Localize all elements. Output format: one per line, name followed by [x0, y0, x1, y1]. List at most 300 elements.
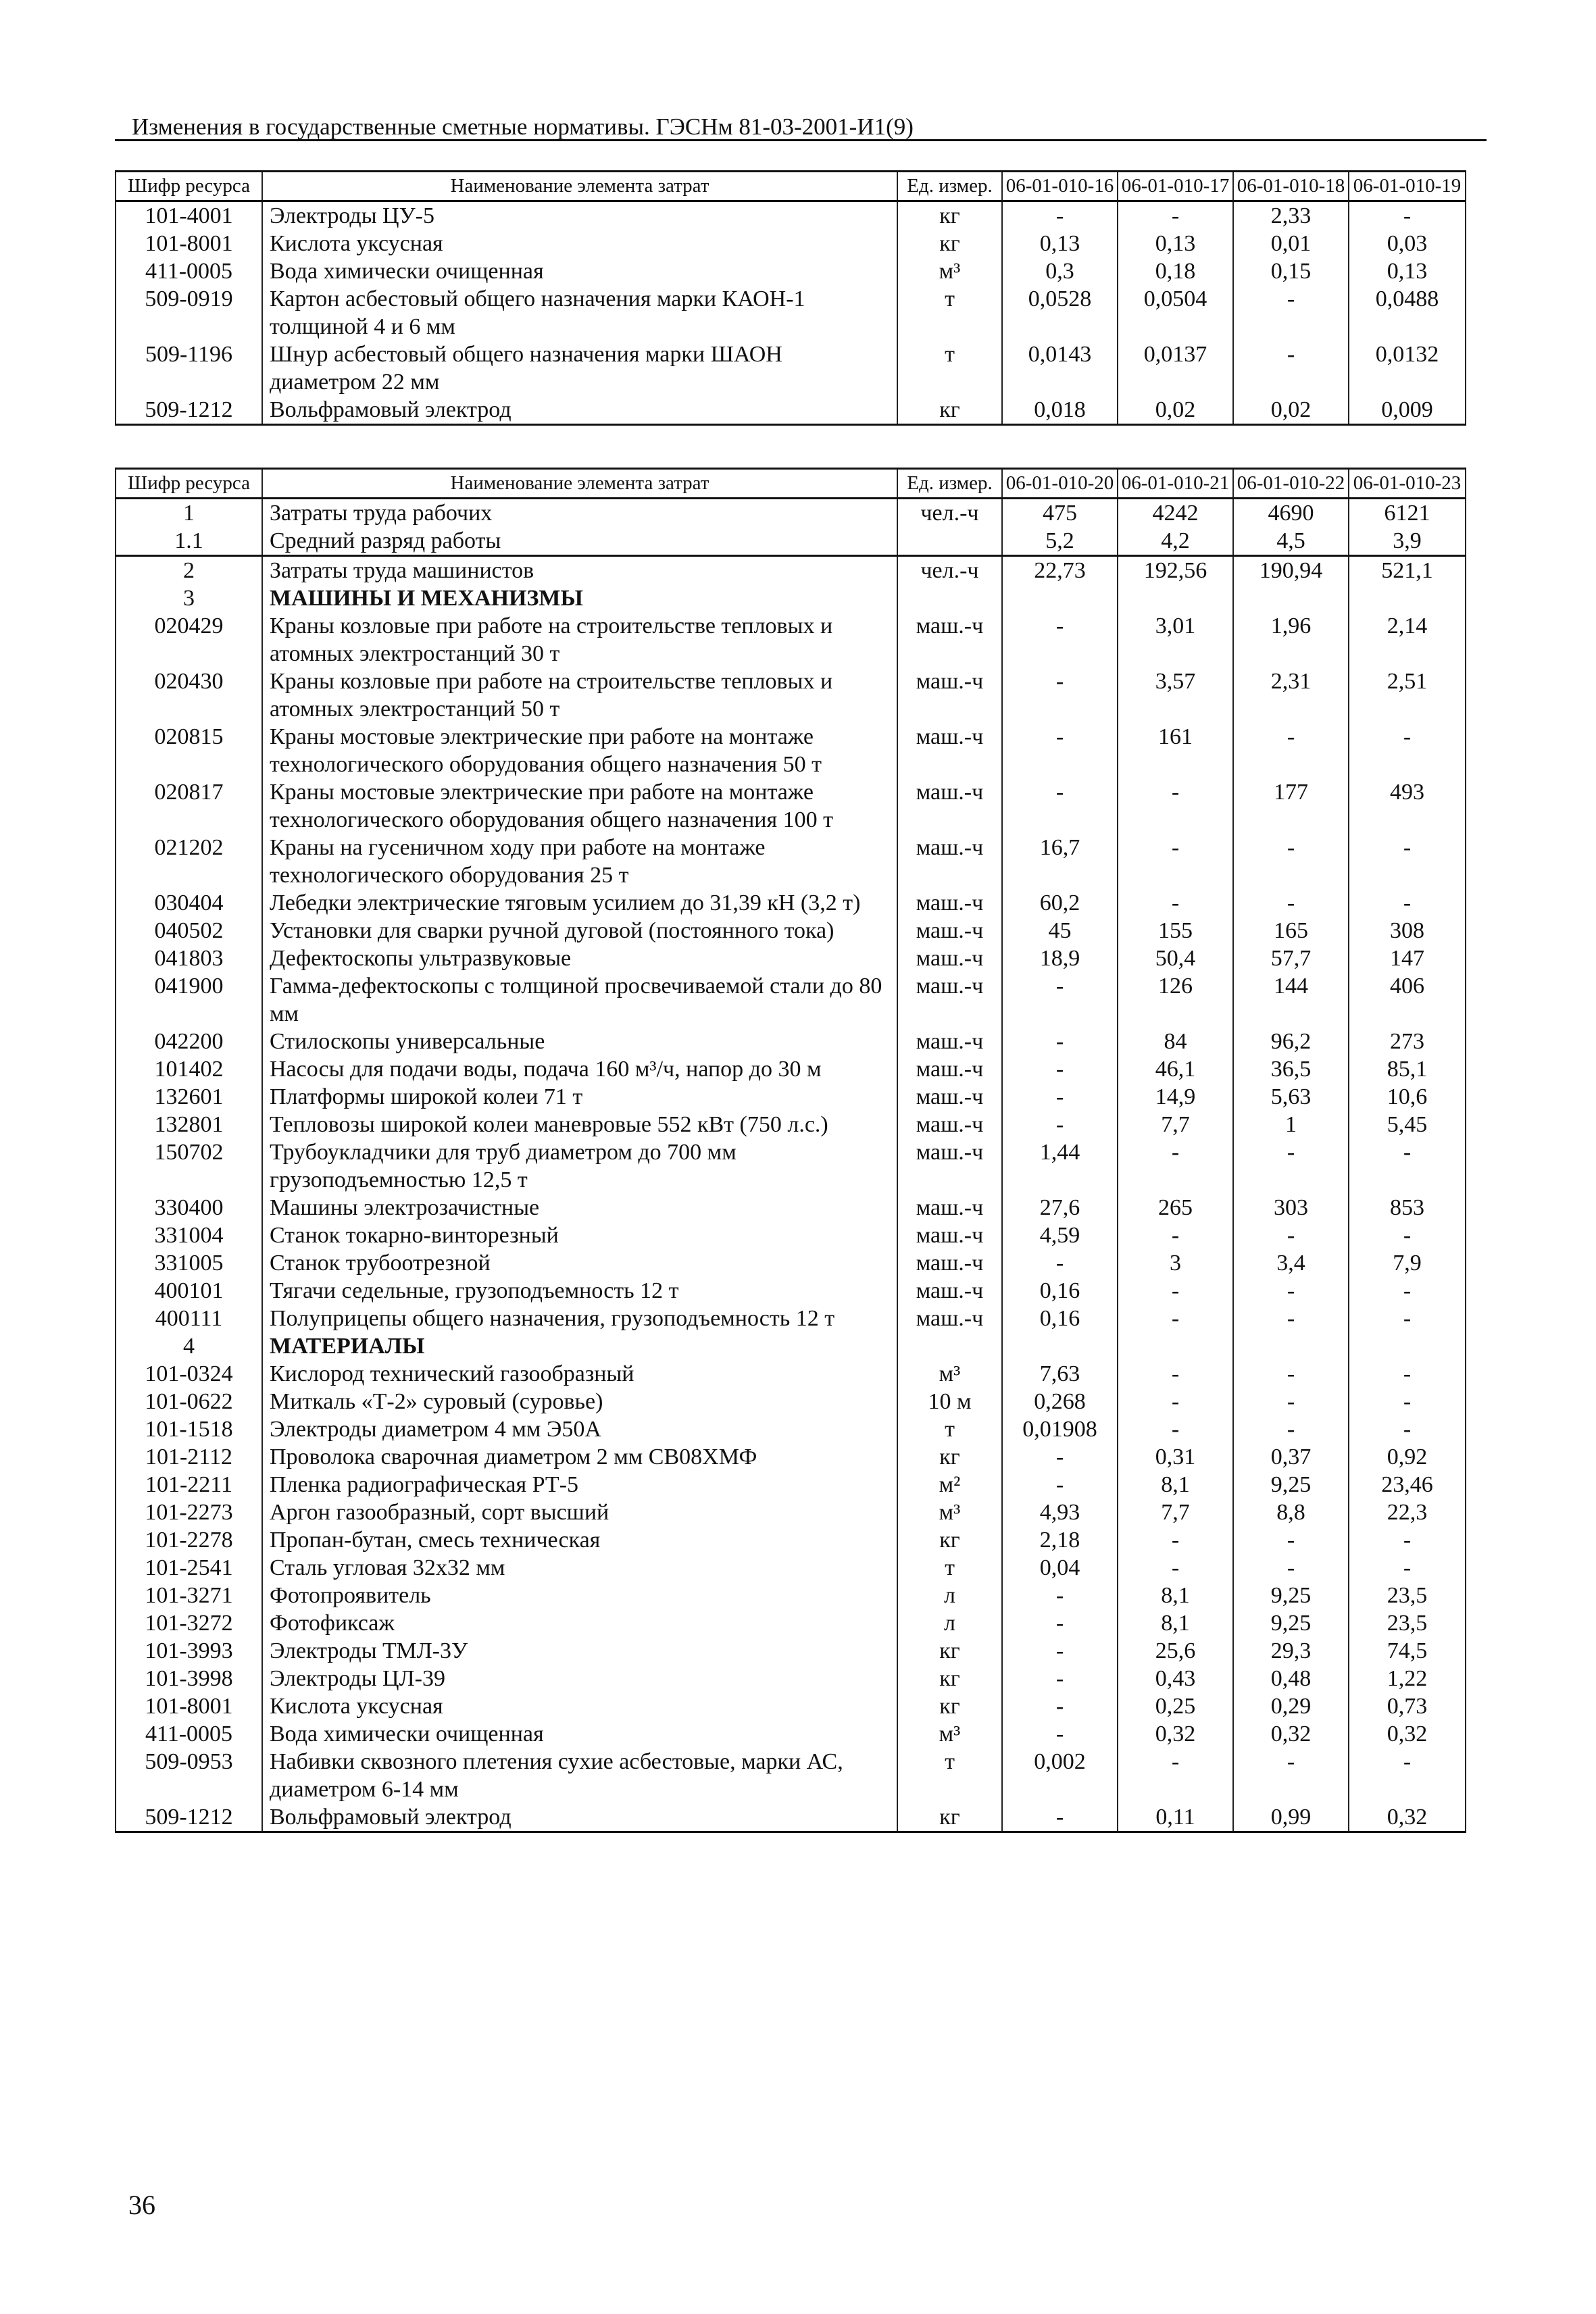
element-name: Картон асбестовый общего назначения марки КАОН-1 толщиной 4 и 6 мм: [262, 285, 897, 341]
element-name: Насосы для подачи воды, подача 160 м³/ч, напор до 30 м: [262, 1055, 897, 1083]
norm-value: -: [1118, 1388, 1233, 1415]
table-row: [116, 556, 1466, 585]
norm-value: 1,96: [1233, 612, 1349, 668]
table-row: [116, 1554, 1466, 1582]
norm-value: 0,48: [1233, 1665, 1349, 1692]
element-name: Набивки сквозного плетения сухие асбестовые, марки АС, диаметром 6-14 мм: [262, 1748, 897, 1803]
table-row: [116, 1332, 1466, 1360]
norm-value: 1,22: [1349, 1665, 1466, 1692]
norm-value: 0,03: [1349, 230, 1466, 257]
norm-value: 475: [1002, 499, 1118, 528]
element-name: Пропан-бутан, смесь техническая: [262, 1526, 897, 1554]
unit-of-measure: л: [897, 1582, 1002, 1609]
element-name: Краны козловые при работе на строительстве тепловых и атомных электростанций 30 т: [262, 612, 897, 668]
unit-of-measure: маш.-ч: [897, 723, 1002, 778]
unit-of-measure: маш.-ч: [897, 889, 1002, 917]
norm-value: -: [1233, 1554, 1349, 1582]
table-row: [116, 972, 1466, 1028]
element-name: Тепловозы широкой колеи маневровые 552 кВт (750 л.с.): [262, 1111, 897, 1138]
table-row: [116, 1499, 1466, 1526]
resource-code: 509-1212: [116, 1803, 262, 1832]
norm-value: 0,002: [1002, 1748, 1118, 1803]
norm-value: -: [1002, 972, 1118, 1028]
norm-value: 0,37: [1233, 1443, 1349, 1471]
norm-value: -: [1349, 1748, 1466, 1803]
norm-value: -: [1002, 1720, 1118, 1748]
table-row: [116, 1582, 1466, 1609]
resource-code: 021202: [116, 834, 262, 889]
resource-code: 101-3993: [116, 1637, 262, 1665]
table-row: [116, 1305, 1466, 1332]
norm-value: 493: [1349, 778, 1466, 834]
resource-code: 150702: [116, 1138, 262, 1194]
element-name: Миткаль «Т-2» суровый (суровье): [262, 1388, 897, 1415]
norm-value: -: [1349, 1305, 1466, 1332]
unit-of-measure: маш.-ч: [897, 834, 1002, 889]
table-row: [116, 1803, 1466, 1832]
norm-value: -: [1002, 1471, 1118, 1499]
norm-value: -: [1233, 723, 1349, 778]
norm-value: -: [1349, 1554, 1466, 1582]
norm-value: -: [1233, 1277, 1349, 1305]
table-row: [116, 945, 1466, 972]
table-row: [116, 1194, 1466, 1222]
norm-value: 50,4: [1118, 945, 1233, 972]
element-name: Шнур асбестовый общего назначения марки ШАОН диаметром 22 мм: [262, 341, 897, 396]
element-name: Вольфрамовый электрод: [262, 396, 897, 425]
norm-value: 4,93: [1002, 1499, 1118, 1526]
norm-value: 0,01908: [1002, 1415, 1118, 1443]
norm-value: -: [1349, 889, 1466, 917]
table-row: [116, 396, 1466, 425]
element-name: Станок трубоотрезной: [262, 1249, 897, 1277]
element-name: Вольфрамовый электрод: [262, 1803, 897, 1832]
norm-value: 303: [1233, 1194, 1349, 1222]
table-row: [116, 285, 1466, 341]
header-unit: Ед. измер.: [897, 172, 1002, 201]
norm-value: 14,9: [1118, 1083, 1233, 1111]
norm-value: 5,45: [1349, 1111, 1466, 1138]
norm-value: -: [1118, 834, 1233, 889]
norm-value: 192,56: [1118, 556, 1233, 585]
norm-value: 9,25: [1233, 1609, 1349, 1637]
element-name: Машины электрозачистные: [262, 1194, 897, 1222]
norm-value: 96,2: [1233, 1028, 1349, 1055]
element-name: Стилоскопы универсальные: [262, 1028, 897, 1055]
unit-of-measure: маш.-ч: [897, 1222, 1002, 1249]
element-name: Проволока сварочная диаметром 2 мм СВ08ХМФ: [262, 1443, 897, 1471]
unit-of-measure: м³: [897, 1360, 1002, 1388]
unit-of-measure: кг: [897, 201, 1002, 230]
norm-value: -: [1233, 285, 1349, 341]
norm-value: -: [1118, 778, 1233, 834]
resource-table-2: [115, 468, 1466, 1833]
element-name: Аргон газообразный, сорт высший: [262, 1499, 897, 1526]
resource-code: 509-1196: [116, 341, 262, 396]
norm-value: 0,0488: [1349, 285, 1466, 341]
norm-value: 521,1: [1349, 556, 1466, 585]
resource-code: 1: [116, 499, 262, 528]
norm-value: -: [1002, 1028, 1118, 1055]
unit-of-measure: т: [897, 1554, 1002, 1582]
table-row: [116, 1443, 1466, 1471]
header-col-1: 06-01-010-16: [1002, 172, 1118, 201]
norm-value: 0,04: [1002, 1554, 1118, 1582]
table-row: [116, 1665, 1466, 1692]
norm-value: 84: [1118, 1028, 1233, 1055]
norm-value: 3,01: [1118, 612, 1233, 668]
norm-value: 406: [1349, 972, 1466, 1028]
table-row: [116, 341, 1466, 396]
table-row: [116, 1360, 1466, 1388]
table-header-row: [116, 469, 1466, 499]
norm-value: -: [1002, 201, 1118, 230]
table-row: [116, 917, 1466, 945]
element-name: Краны на гусеничном ходу при работе на монтаже технологического оборудования 25 т: [262, 834, 897, 889]
header-element-name: Наименование элемента затрат: [262, 469, 897, 499]
norm-value: -: [1002, 1637, 1118, 1665]
norm-value: -: [1233, 1526, 1349, 1554]
norm-value: 0,01: [1233, 230, 1349, 257]
norm-value: -: [1118, 1554, 1233, 1582]
norm-value: 0,268: [1002, 1388, 1118, 1415]
element-name: Трубоукладчики для труб диаметром до 700 мм грузоподъемностью 12,5 т: [262, 1138, 897, 1194]
unit-of-measure: маш.-ч: [897, 1111, 1002, 1138]
header-col-1: 06-01-010-20: [1002, 469, 1118, 499]
table-row: [116, 230, 1466, 257]
element-name: Электроды диаметром 4 мм Э50А: [262, 1415, 897, 1443]
header-col-4: 06-01-010-19: [1349, 172, 1466, 201]
unit-of-measure: маш.-ч: [897, 1055, 1002, 1083]
norm-value: -: [1118, 1360, 1233, 1388]
norm-value: 165: [1233, 917, 1349, 945]
norm-value: 9,25: [1233, 1582, 1349, 1609]
unit-of-measure: кг: [897, 1803, 1002, 1832]
element-name: Затраты труда рабочих: [262, 499, 897, 528]
norm-value: -: [1349, 834, 1466, 889]
norm-value: -: [1233, 889, 1349, 917]
norm-value: -: [1002, 1582, 1118, 1609]
resource-code: 411-0005: [116, 1720, 262, 1748]
table-row: [116, 1720, 1466, 1748]
norm-value: 45: [1002, 917, 1118, 945]
resource-code: 331004: [116, 1222, 262, 1249]
element-name: Кислород технический газообразный: [262, 1360, 897, 1388]
header-resource-code: Шифр ресурса: [116, 172, 262, 201]
resource-table-1: [115, 170, 1466, 426]
norm-value: 16,7: [1002, 834, 1118, 889]
norm-value: -: [1349, 1222, 1466, 1249]
unit-of-measure: т: [897, 285, 1002, 341]
norm-value: 2,31: [1233, 668, 1349, 723]
norm-value: 0,0143: [1002, 341, 1118, 396]
norm-value: 23,46: [1349, 1471, 1466, 1499]
resource-code: 509-1212: [116, 396, 262, 425]
norm-value: 0,32: [1349, 1803, 1466, 1832]
norm-value: 0,02: [1118, 396, 1233, 425]
norm-value: 0,16: [1002, 1277, 1118, 1305]
norm-value: -: [1118, 1748, 1233, 1803]
norm-value: -: [1002, 668, 1118, 723]
norm-value: 8,1: [1118, 1471, 1233, 1499]
norm-value: 0,0528: [1002, 285, 1118, 341]
norm-value: 0,3: [1002, 257, 1118, 285]
norm-value: -: [1118, 201, 1233, 230]
section-title: МАШИНЫ И МЕХАНИЗМЫ: [262, 584, 897, 612]
table-row: [116, 1692, 1466, 1720]
table-row: [116, 257, 1466, 285]
resource-code: 331005: [116, 1249, 262, 1277]
unit-of-measure: маш.-ч: [897, 972, 1002, 1028]
norm-value: 0,99: [1233, 1803, 1349, 1832]
element-name: Электроды ТМЛ-3У: [262, 1637, 897, 1665]
header-col-3: 06-01-010-22: [1233, 469, 1349, 499]
norm-value: 0,15: [1233, 257, 1349, 285]
norm-value: -: [1002, 1803, 1118, 1832]
norm-value: [1349, 584, 1466, 612]
unit-of-measure: маш.-ч: [897, 778, 1002, 834]
norm-value: 2,18: [1002, 1526, 1118, 1554]
resource-code: 101-2211: [116, 1471, 262, 1499]
norm-value: 161: [1118, 723, 1233, 778]
page-number: 36: [128, 2190, 155, 2220]
norm-value: -: [1002, 1111, 1118, 1138]
element-name: Средний разряд работы: [262, 527, 897, 556]
resource-code: 101-2273: [116, 1499, 262, 1526]
unit-of-measure: кг: [897, 396, 1002, 425]
table-row: [116, 584, 1466, 612]
resource-code: 020430: [116, 668, 262, 723]
element-name: Вода химически очищенная: [262, 1720, 897, 1748]
resource-code: 132801: [116, 1111, 262, 1138]
norm-value: 22,73: [1002, 556, 1118, 585]
unit-of-measure: маш.-ч: [897, 1194, 1002, 1222]
norm-value: 0,0137: [1118, 341, 1233, 396]
resource-code: 101-8001: [116, 1692, 262, 1720]
unit-of-measure: кг: [897, 230, 1002, 257]
norm-value: 74,5: [1349, 1637, 1466, 1665]
table-row: [116, 527, 1466, 556]
norm-value: 29,3: [1233, 1637, 1349, 1665]
norm-value: -: [1002, 1249, 1118, 1277]
table-row: [116, 1055, 1466, 1083]
norm-value: 155: [1118, 917, 1233, 945]
norm-value: 147: [1349, 945, 1466, 972]
norm-value: 0,0504: [1118, 285, 1233, 341]
header-resource-code: Шифр ресурса: [116, 469, 262, 499]
header-col-2: 06-01-010-17: [1118, 172, 1233, 201]
resource-code: 040502: [116, 917, 262, 945]
norm-value: 0,02: [1233, 396, 1349, 425]
resource-code: 509-0919: [116, 285, 262, 341]
norm-value: 0,31: [1118, 1443, 1233, 1471]
resource-code: 330400: [116, 1194, 262, 1222]
norm-value: 0,11: [1118, 1803, 1233, 1832]
unit-of-measure: маш.-ч: [897, 668, 1002, 723]
norm-value: 23,5: [1349, 1582, 1466, 1609]
norm-value: 0,73: [1349, 1692, 1466, 1720]
table-row: [116, 1249, 1466, 1277]
unit-of-measure: м³: [897, 257, 1002, 285]
unit-of-measure: т: [897, 1415, 1002, 1443]
norm-value: -: [1349, 1360, 1466, 1388]
norm-value: 46,1: [1118, 1055, 1233, 1083]
table-row: [116, 1138, 1466, 1194]
norm-value: 0,009: [1349, 396, 1466, 425]
table-row: [116, 723, 1466, 778]
resource-code: 1.1: [116, 527, 262, 556]
norm-value: 4690: [1233, 499, 1349, 528]
norm-value: 190,94: [1233, 556, 1349, 585]
element-name: Электроды ЦУ-5: [262, 201, 897, 230]
norm-value: 0,0132: [1349, 341, 1466, 396]
resource-code: 400111: [116, 1305, 262, 1332]
norm-value: -: [1349, 1138, 1466, 1194]
norm-value: 0,25: [1118, 1692, 1233, 1720]
norm-value: [1118, 1332, 1233, 1360]
element-name: Фотофиксаж: [262, 1609, 897, 1637]
resource-code: 101-1518: [116, 1415, 262, 1443]
table-row: [116, 612, 1466, 668]
norm-value: 7,7: [1118, 1111, 1233, 1138]
norm-value: -: [1002, 1083, 1118, 1111]
norm-value: -: [1118, 1222, 1233, 1249]
element-name: Кислота уксусная: [262, 1692, 897, 1720]
norm-value: 4,59: [1002, 1222, 1118, 1249]
norm-value: -: [1233, 1222, 1349, 1249]
norm-value: [1233, 584, 1349, 612]
table-header-row: [116, 172, 1466, 201]
norm-value: 0,32: [1118, 1720, 1233, 1748]
norm-value: 18,9: [1002, 945, 1118, 972]
norm-value: 5,2: [1002, 527, 1118, 556]
element-name: Установки для сварки ручной дуговой (постоянного тока): [262, 917, 897, 945]
element-name: Пленка радиографическая РТ-5: [262, 1471, 897, 1499]
unit-of-measure: [897, 1332, 1002, 1360]
table-row: [116, 1609, 1466, 1637]
norm-value: 1: [1233, 1111, 1349, 1138]
element-name: Затраты труда машинистов: [262, 556, 897, 585]
table-row: [116, 1277, 1466, 1305]
header-col-4: 06-01-010-23: [1349, 469, 1466, 499]
element-name: Вода химически очищенная: [262, 257, 897, 285]
resource-code: 411-0005: [116, 257, 262, 285]
norm-value: 5,63: [1233, 1083, 1349, 1111]
norm-value: -: [1002, 1692, 1118, 1720]
header-unit: Ед. измер.: [897, 469, 1002, 499]
document-header: Изменения в государственные сметные нормативы. ГЭСНм 81-03-2001-И1(9): [132, 114, 914, 140]
norm-value: -: [1233, 1360, 1349, 1388]
resource-code: 2: [116, 556, 262, 585]
norm-value: 1,44: [1002, 1138, 1118, 1194]
norm-value: [1349, 1332, 1466, 1360]
norm-value: [1002, 584, 1118, 612]
resource-code: 4: [116, 1332, 262, 1360]
norm-value: 3,9: [1349, 527, 1466, 556]
unit-of-measure: маш.-ч: [897, 945, 1002, 972]
norm-value: -: [1233, 834, 1349, 889]
table-row: [116, 1415, 1466, 1443]
resource-code: 101-3271: [116, 1582, 262, 1609]
norm-value: -: [1233, 1305, 1349, 1332]
norm-value: 853: [1349, 1194, 1466, 1222]
resource-code: 020817: [116, 778, 262, 834]
norm-value: 0,32: [1349, 1720, 1466, 1748]
unit-of-measure: кг: [897, 1692, 1002, 1720]
element-name: Платформы широкой колеи 71 т: [262, 1083, 897, 1111]
norm-value: 9,25: [1233, 1471, 1349, 1499]
norm-value: 0,32: [1233, 1720, 1349, 1748]
element-name: Гамма-дефектоскопы с толщиной просвечиваемой стали до 80 мм: [262, 972, 897, 1028]
norm-value: -: [1233, 1748, 1349, 1803]
norm-value: 7,63: [1002, 1360, 1118, 1388]
norm-value: 0,92: [1349, 1443, 1466, 1471]
norm-value: 177: [1233, 778, 1349, 834]
resource-code: 101-3272: [116, 1609, 262, 1637]
norm-value: 2,33: [1233, 201, 1349, 230]
norm-value: 0,13: [1118, 230, 1233, 257]
element-name: Полуприцепы общего назначения, грузоподъемность 12 т: [262, 1305, 897, 1332]
norm-value: -: [1002, 1665, 1118, 1692]
header-element-name: Наименование элемента затрат: [262, 172, 897, 201]
resource-code: 101-2278: [116, 1526, 262, 1554]
unit-of-measure: маш.-ч: [897, 1277, 1002, 1305]
resource-code: 101-4001: [116, 201, 262, 230]
norm-value: -: [1349, 723, 1466, 778]
norm-value: 0,43: [1118, 1665, 1233, 1692]
resource-code: 3: [116, 584, 262, 612]
norm-value: 25,6: [1118, 1637, 1233, 1665]
unit-of-measure: т: [897, 1748, 1002, 1803]
unit-of-measure: м³: [897, 1720, 1002, 1748]
table-row: [116, 668, 1466, 723]
resource-code: 101-2541: [116, 1554, 262, 1582]
norm-value: 3,4: [1233, 1249, 1349, 1277]
norm-value: -: [1349, 1526, 1466, 1554]
norm-value: 60,2: [1002, 889, 1118, 917]
table-row: [116, 889, 1466, 917]
unit-of-measure: маш.-ч: [897, 1138, 1002, 1194]
unit-of-measure: кг: [897, 1637, 1002, 1665]
resource-code: 101402: [116, 1055, 262, 1083]
unit-of-measure: т: [897, 341, 1002, 396]
norm-value: 0,16: [1002, 1305, 1118, 1332]
unit-of-measure: маш.-ч: [897, 1083, 1002, 1111]
norm-value: -: [1002, 612, 1118, 668]
element-name: Кислота уксусная: [262, 230, 897, 257]
header-rule: [115, 139, 1487, 141]
resource-code: 042200: [116, 1028, 262, 1055]
norm-value: 10,6: [1349, 1083, 1466, 1111]
resource-code: 101-0622: [116, 1388, 262, 1415]
norm-value: -: [1233, 1388, 1349, 1415]
table-row: [116, 1028, 1466, 1055]
norm-value: 22,3: [1349, 1499, 1466, 1526]
norm-value: -: [1349, 1415, 1466, 1443]
resource-code: 101-0324: [116, 1360, 262, 1388]
resource-code: 132601: [116, 1083, 262, 1111]
norm-value: 2,14: [1349, 612, 1466, 668]
table-row: [116, 1222, 1466, 1249]
resource-code: 101-3998: [116, 1665, 262, 1692]
norm-value: 27,6: [1002, 1194, 1118, 1222]
norm-value: 2,51: [1349, 668, 1466, 723]
element-name: Фотопроявитель: [262, 1582, 897, 1609]
norm-value: 273: [1349, 1028, 1466, 1055]
element-name: Краны козловые при работе на строительстве тепловых и атомных электростанций 50 т: [262, 668, 897, 723]
norm-value: -: [1118, 1138, 1233, 1194]
table-row: [116, 201, 1466, 230]
